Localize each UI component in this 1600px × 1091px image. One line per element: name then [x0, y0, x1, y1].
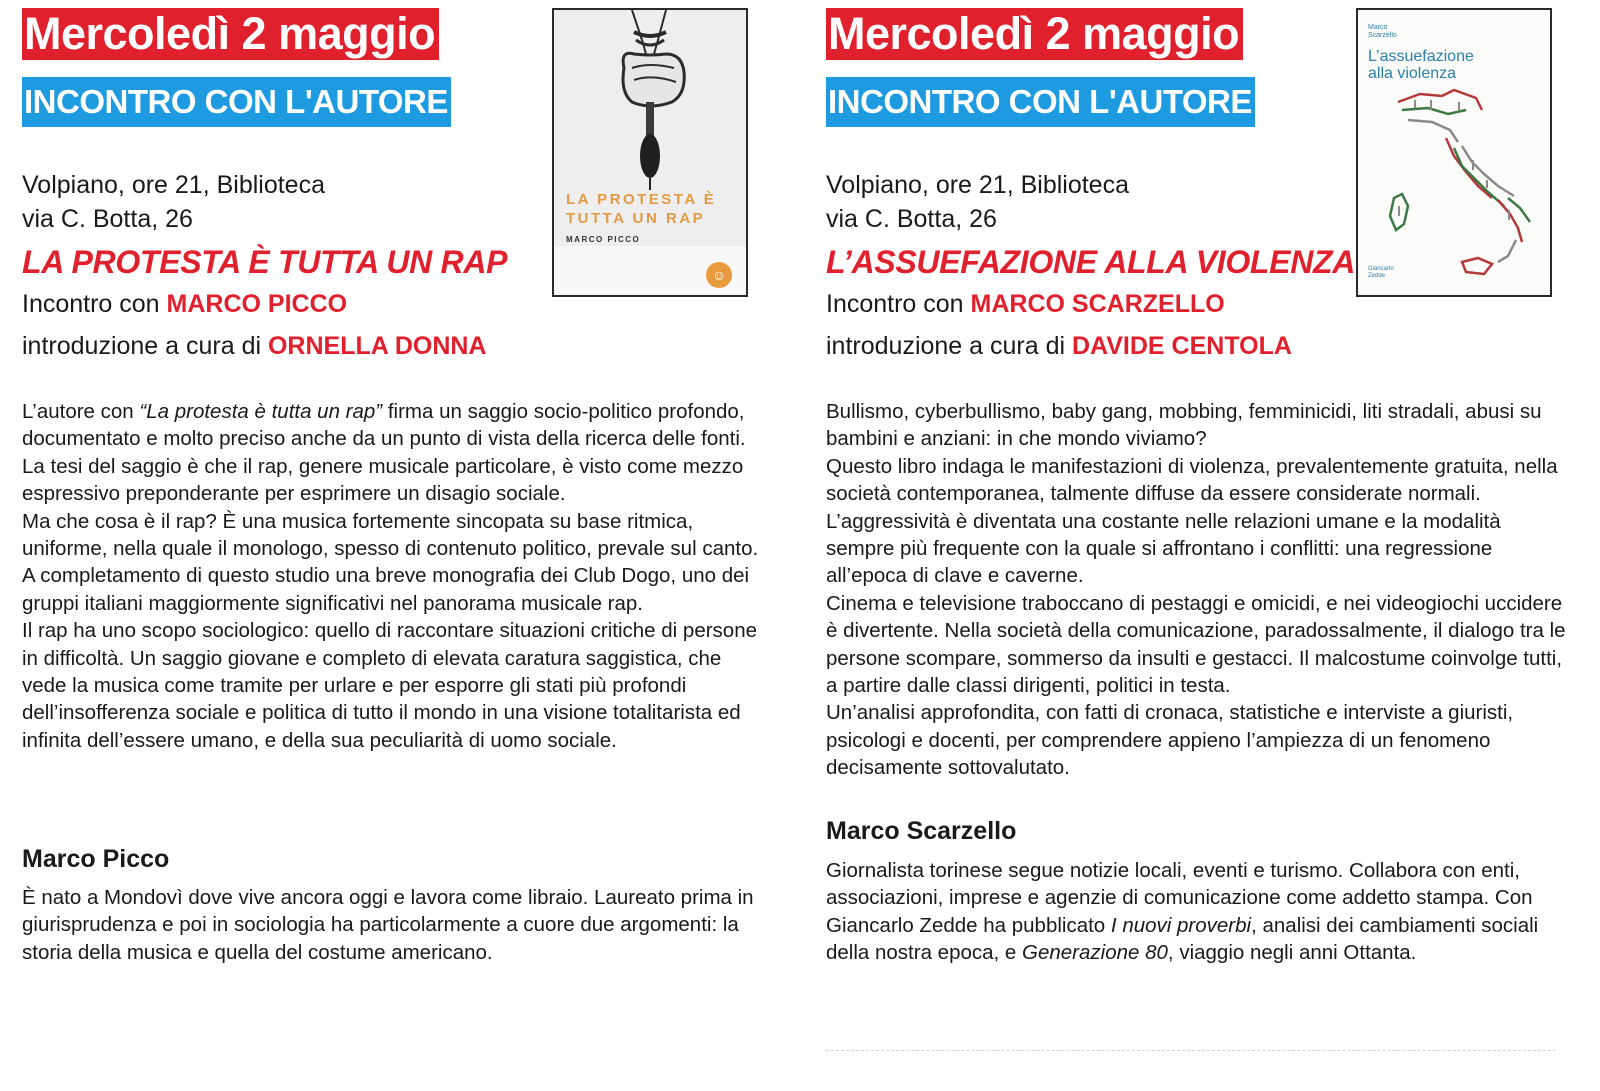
author-credit: [826, 290, 1225, 319]
venue-line: Volpiano, ore 21, Biblioteca: [826, 171, 1129, 199]
desc-quote: “La protesta è tutta un rap”: [139, 400, 383, 423]
divider-line: [826, 1050, 1556, 1051]
description-paragraph: Un’analisi approfondita, con fatti di cronaca, statistiche e interviste a giuristi, psicologi e docenti, per comprendere appieno l’ampiezza di un fenomeno decisamente sottovalutato.: [826, 701, 1514, 780]
bio-text: , viaggio negli anni Ottanta.: [1167, 941, 1417, 965]
desc-text: firma un saggio socio-politico profondo, documentato e molto preciso anche da un punto di vista della ricerca delle fonti. La tesi del saggio è che il rap, genere musicale particolare, è visto come mezzo espressivo preponderante per esprimere un disagio sociale.: [22, 400, 746, 506]
event-type-banner: INCONTRO CON L'AUTORE: [22, 77, 451, 127]
address-line: via C. Botta, 26: [826, 205, 997, 233]
book-cover-protesta: [552, 8, 748, 297]
intro-name: DAVIDE CENTOLA: [1071, 332, 1292, 360]
cover-publisher-line: Giancarlo: [1368, 266, 1394, 272]
author-prefix: Incontro con: [22, 290, 167, 318]
book-title: L’ASSUEFAZIONE ALLA VIOLENZA: [826, 244, 1356, 280]
cover-bottom-band: [554, 246, 746, 295]
bio-text: Giornalista torinese segue notizie locali, eventi e turismo. Collabora con enti, associazioni, imprese e agenzie di comunicazione come addetto stampa. Con Giancarlo Zedde ha pubblicato: [826, 859, 1533, 937]
cover-author-line: Marco: [1368, 24, 1388, 31]
bio-paragraph: [826, 857, 1566, 967]
desc-text: L’autore con: [22, 400, 140, 423]
description-paragraph: Questo libro indaga le manifestazioni di violenza, prevalentemente gratuita, nella società contemporanea, talmente diffuse da essere considerate normali. L’aggressività è diventata una costante nelle relazioni umane e la modalità sempre più frequente con la quale si affrontano i conflitti: una regressione all’epoca di clave e caverne.: [826, 454, 1558, 588]
italy-map-illustration: [1358, 10, 1550, 295]
intro-prefix: introduzione a cura di: [826, 332, 1072, 360]
publisher-logo-icon: ☺: [706, 262, 732, 288]
author-credit: [22, 290, 347, 319]
introduction-credit: [22, 332, 487, 361]
cover-title-line: alla violenza: [1368, 65, 1457, 82]
introduction-credit: [826, 332, 1292, 361]
description-paragraph: Bullismo, cyberbullismo, baby gang, mobbing, femminicidi, liti stradali, abusi su bambini e anziani: in che mondo viviamo?: [826, 400, 1542, 451]
date-banner: Mercoledì 2 maggio: [22, 8, 439, 60]
cover-author: MARCO PICCO: [566, 235, 641, 244]
venue-line: Volpiano, ore 21, Biblioteca: [22, 171, 325, 199]
cover-publisher: [1368, 266, 1394, 280]
author-name: MARCO SCARZELLO: [970, 290, 1225, 318]
book-description: [22, 398, 762, 754]
bio-text: , analisi dei cambiamenti sociali della nostra epoca, e: [826, 913, 1539, 965]
date-banner: Mercoledì 2 maggio: [826, 8, 1243, 60]
cover-title-line: L’assuefazione: [1368, 48, 1474, 65]
cover-author-line: Scarzello: [1368, 32, 1397, 39]
book-cover-assuefazione: [1356, 8, 1552, 297]
cover-publisher-line: Zedde: [1368, 273, 1386, 279]
cover-title: [566, 190, 716, 228]
address-line: via C. Botta, 26: [22, 205, 193, 233]
description-paragraph: Ma che cosa è il rap? È una musica fortemente sincopata su base ritmica, uniforme, nella quale il monologo, spesso di contenuto politico, prevale sul canto. A completamento di questo studio una breve monografia dei Club Dogo, uno dei gruppi italiani maggiormente significativi nel panorama musicale rap.: [22, 509, 759, 615]
event-type-banner: INCONTRO CON L'AUTORE: [826, 77, 1255, 127]
bio-book-title: I nuovi proverbi: [1110, 913, 1252, 937]
description-paragraph: Il rap ha uno scopo sociologico: quello di raccontare situazioni critiche di persone in difficoltà. Un saggio giovane e completo di elevata caratura saggistica, che vede la musica come tramite per urlare e per esporre gli stati più profondi dell’insofferenza sociale e politica di tutto il mondo in una visione totalitarista ed infinita dell’essere umano, e della sua peculiarità di uomo sociale.: [22, 619, 758, 752]
author-bio: [22, 884, 762, 966]
intro-name: ORNELLA DONNA: [267, 332, 487, 360]
description-paragraph: [22, 398, 762, 508]
author-name: MARCO PICCO: [166, 290, 348, 318]
book-description: [826, 398, 1566, 782]
intro-prefix: introduzione a cura di: [22, 332, 268, 360]
bio-heading: Marco Picco: [22, 845, 170, 873]
author-prefix: Incontro con: [826, 290, 971, 318]
venue-info: [22, 168, 325, 236]
cover-title-line: LA PROTESTA È: [566, 191, 717, 208]
bio-heading: Marco Scarzello: [826, 817, 1017, 845]
book-title: LA PROTESTA È TUTTA UN RAP: [22, 244, 508, 280]
venue-info: [826, 168, 1129, 236]
bio-book-title: Generazione 80: [1022, 941, 1168, 965]
cover-title-line: TUTTA UN RAP: [566, 210, 706, 227]
description-paragraph: Cinema e televisione traboccano di pestaggi e omicidi, e nei videogiochi uccidere è divertente. Nella società della comunicazione, paradossalmente, il dialogo tra le persone scompare, sommerso da insulti e gestacci. Il malcostume coinvolge tutti, a partire dalle classi dirigenti, politici in testa.: [826, 591, 1566, 698]
author-bio: [826, 857, 1566, 967]
bio-paragraph: È nato a Mondovì dove vive ancora oggi e lavora come libraio. Laureato prima in giurisprudenza e poi in sociologia ha particolarmente a cuore due argomenti: la storia della musica e quella del costume americano.: [22, 886, 754, 964]
